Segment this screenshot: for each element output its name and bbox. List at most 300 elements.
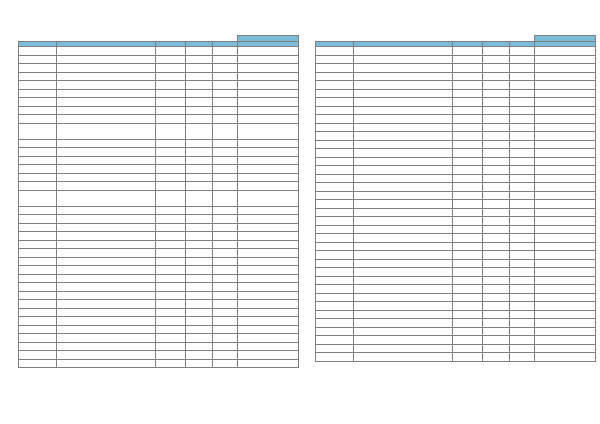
table-cell (354, 166, 453, 175)
table-cell (213, 190, 238, 206)
table-cell (354, 174, 453, 183)
table-cell (238, 81, 299, 90)
table-cell (453, 208, 483, 217)
table-row (316, 344, 596, 353)
table-cell (316, 47, 354, 56)
table-cell (19, 351, 57, 360)
table-cell (354, 319, 453, 328)
table-cell (316, 89, 354, 98)
table-row (316, 81, 596, 90)
table-cell (156, 206, 186, 215)
table-cell (316, 55, 354, 64)
table-cell (316, 140, 354, 149)
table-row (316, 259, 596, 268)
table-cell (483, 55, 510, 64)
table-cell (213, 64, 238, 73)
table-cell (510, 344, 535, 353)
table-cell (19, 72, 57, 81)
table-cell (453, 251, 483, 260)
table-cell (510, 310, 535, 319)
table-cell (57, 334, 156, 343)
table-row (316, 319, 596, 328)
table-cell (483, 353, 510, 362)
table-cell (483, 276, 510, 285)
table-cell (316, 183, 354, 192)
table-cell (453, 336, 483, 345)
table-cell (57, 317, 156, 326)
table-cell (453, 191, 483, 200)
table-cell (354, 132, 453, 141)
table-cell (156, 291, 186, 300)
table-cell (57, 232, 156, 241)
table-cell (453, 242, 483, 251)
table-row (19, 223, 299, 232)
table-cell (535, 310, 596, 319)
table-cell (156, 165, 186, 174)
table-cell (354, 81, 453, 90)
table-cell (510, 327, 535, 336)
table-cell (453, 174, 483, 183)
table-cell (238, 359, 299, 368)
table-cell (213, 55, 238, 64)
table-cell (453, 259, 483, 268)
table-cell (535, 72, 596, 81)
table-cell (535, 106, 596, 115)
table-cell (57, 223, 156, 232)
table-cell (535, 353, 596, 362)
table-cell (483, 242, 510, 251)
table-cell (453, 166, 483, 175)
table-cell (453, 276, 483, 285)
table-cell (453, 310, 483, 319)
table-cell (156, 98, 186, 107)
table-cell (156, 283, 186, 292)
table-cell (316, 64, 354, 73)
table-cell (186, 274, 213, 283)
table-cell (57, 351, 156, 360)
table-cell (238, 240, 299, 249)
table-row (19, 47, 299, 56)
table-cell (19, 249, 57, 258)
table-cell (316, 327, 354, 336)
table-row (316, 106, 596, 115)
table-cell (354, 302, 453, 311)
table-cell (316, 276, 354, 285)
table-cell (510, 140, 535, 149)
table-cell (19, 98, 57, 107)
table-cell (483, 225, 510, 234)
table-cell (510, 234, 535, 243)
table-cell (156, 182, 186, 191)
table-cell (238, 123, 299, 139)
table-row (316, 166, 596, 175)
table-cell (213, 300, 238, 309)
table-row (19, 325, 299, 334)
table-cell (483, 98, 510, 107)
table-cell (57, 240, 156, 249)
table-cell (483, 200, 510, 209)
table-row (19, 173, 299, 182)
table-cell (186, 182, 213, 191)
table-cell (186, 165, 213, 174)
table-cell (453, 268, 483, 277)
table-row (19, 139, 299, 148)
table-cell (453, 293, 483, 302)
table-cell (483, 234, 510, 243)
table-cell (186, 115, 213, 124)
table-cell (510, 259, 535, 268)
table-cell (186, 351, 213, 360)
table-cell (483, 310, 510, 319)
table-row (19, 351, 299, 360)
table-cell (354, 336, 453, 345)
table-cell (57, 300, 156, 309)
table-cell (316, 157, 354, 166)
table-cell (186, 173, 213, 182)
table-cell (316, 268, 354, 277)
table-cell (316, 344, 354, 353)
table-cell (213, 182, 238, 191)
table-cell (19, 274, 57, 283)
table-cell (535, 259, 596, 268)
table-cell (186, 334, 213, 343)
table-cell (57, 190, 156, 206)
table-cell (186, 215, 213, 224)
table-cell (238, 72, 299, 81)
table-cell (316, 285, 354, 294)
table-cell (238, 165, 299, 174)
table-cell (535, 157, 596, 166)
table-cell (186, 325, 213, 334)
table-row (316, 336, 596, 345)
table-cell (453, 149, 483, 158)
table-cell (483, 89, 510, 98)
table-cell (510, 55, 535, 64)
table-cell (354, 72, 453, 81)
table-cell (354, 242, 453, 251)
table-cell (156, 47, 186, 56)
table-row (19, 148, 299, 157)
table-cell (354, 183, 453, 192)
table-cell (57, 81, 156, 90)
table-cell (483, 327, 510, 336)
table-cell (213, 156, 238, 165)
table-cell (453, 344, 483, 353)
table-cell (483, 115, 510, 124)
table-row (19, 182, 299, 191)
table-cell (510, 132, 535, 141)
table-cell (483, 251, 510, 260)
table-cell (316, 191, 354, 200)
table-cell (57, 115, 156, 124)
table-cell (213, 342, 238, 351)
table-cell (510, 353, 535, 362)
table-cell (483, 319, 510, 328)
table-cell (57, 257, 156, 266)
table-cell (510, 72, 535, 81)
table-cell (354, 344, 453, 353)
table-row (316, 132, 596, 141)
table-cell (535, 81, 596, 90)
table-cell (354, 285, 453, 294)
table-row (19, 190, 299, 206)
table-cell (238, 47, 299, 56)
table-cell (57, 308, 156, 317)
table-cell (213, 240, 238, 249)
table-cell (483, 191, 510, 200)
table-row (19, 359, 299, 368)
table-cell (238, 232, 299, 241)
table-cell (156, 148, 186, 157)
table-cell (535, 217, 596, 226)
table-cell (510, 200, 535, 209)
table-cell (483, 302, 510, 311)
table-cell (483, 259, 510, 268)
table-cell (238, 342, 299, 351)
table-cell (316, 217, 354, 226)
table-cell (213, 81, 238, 90)
table-cell (316, 242, 354, 251)
table-cell (186, 123, 213, 139)
table-row (316, 251, 596, 260)
table-cell (354, 259, 453, 268)
table-cell (156, 173, 186, 182)
table-cell (316, 310, 354, 319)
table-row (316, 64, 596, 73)
table-cell (535, 208, 596, 217)
table-row (19, 106, 299, 115)
table-cell (453, 285, 483, 294)
table-cell (483, 149, 510, 158)
table-cell (156, 351, 186, 360)
table-cell (316, 81, 354, 90)
table-cell (238, 115, 299, 124)
table-cell (186, 64, 213, 73)
table-cell (483, 344, 510, 353)
table-cell (535, 319, 596, 328)
table-cell (316, 208, 354, 217)
table-row (316, 72, 596, 81)
table-cell (453, 72, 483, 81)
table-cell (316, 336, 354, 345)
table-row (19, 98, 299, 107)
table-cell (510, 191, 535, 200)
table-cell (453, 183, 483, 192)
table-cell (510, 81, 535, 90)
table-cell (213, 257, 238, 266)
table-row (19, 342, 299, 351)
table-row (316, 293, 596, 302)
table-cell (57, 139, 156, 148)
table-row (316, 285, 596, 294)
table-row (19, 317, 299, 326)
table-cell (19, 190, 57, 206)
table-cell (186, 206, 213, 215)
table-cell (316, 132, 354, 141)
table-cell (535, 327, 596, 336)
table-cell (156, 300, 186, 309)
table-cell (453, 157, 483, 166)
table-cell (186, 308, 213, 317)
table-cell (156, 317, 186, 326)
table-cell (316, 259, 354, 268)
table-row (19, 64, 299, 73)
table-cell (510, 293, 535, 302)
table-cell (535, 55, 596, 64)
table-cell (186, 257, 213, 266)
table-cell (510, 225, 535, 234)
table-cell (213, 139, 238, 148)
table-cell (354, 225, 453, 234)
table-cell (238, 98, 299, 107)
table-cell (510, 302, 535, 311)
table-row (19, 215, 299, 224)
table-cell (186, 359, 213, 368)
table-cell (19, 115, 57, 124)
table-cell (354, 149, 453, 158)
table-row (19, 165, 299, 174)
table-cell (483, 81, 510, 90)
table-cell (238, 173, 299, 182)
table-cell (19, 106, 57, 115)
table-cell (510, 183, 535, 192)
table-cell (156, 72, 186, 81)
table-cell (57, 47, 156, 56)
table-cell (156, 89, 186, 98)
table-cell (156, 190, 186, 206)
table-cell (483, 217, 510, 226)
table-cell (57, 182, 156, 191)
table-row (19, 291, 299, 300)
table-cell (156, 274, 186, 283)
table-cell (57, 148, 156, 157)
table-cell (453, 123, 483, 132)
table-cell (483, 336, 510, 345)
table-cell (510, 174, 535, 183)
table-row (19, 274, 299, 283)
table-cell (483, 285, 510, 294)
table-cell (57, 291, 156, 300)
table-cell (238, 325, 299, 334)
table-row (316, 47, 596, 56)
table-cell (213, 173, 238, 182)
table-cell (57, 249, 156, 258)
table-cell (19, 148, 57, 157)
table-cell (535, 98, 596, 107)
table-cell (238, 182, 299, 191)
table-cell (57, 206, 156, 215)
table-cell (535, 234, 596, 243)
table-cell (213, 47, 238, 56)
table-cell (510, 217, 535, 226)
table-cell (316, 302, 354, 311)
table-cell (19, 55, 57, 64)
table-row (316, 149, 596, 158)
table-cell (57, 359, 156, 368)
table-cell (156, 249, 186, 258)
table-cell (156, 359, 186, 368)
table-cell (535, 191, 596, 200)
table-cell (19, 291, 57, 300)
table-cell (213, 89, 238, 98)
table-cell (19, 215, 57, 224)
table-cell (316, 72, 354, 81)
table-cell (57, 156, 156, 165)
table-cell (535, 64, 596, 73)
table-row (316, 234, 596, 243)
table-cell (483, 72, 510, 81)
table-cell (510, 242, 535, 251)
table-row (316, 115, 596, 124)
table-cell (354, 106, 453, 115)
table-cell (453, 81, 483, 90)
table-cell (535, 174, 596, 183)
table-cell (510, 115, 535, 124)
table-cell (535, 293, 596, 302)
table-cell (186, 148, 213, 157)
table-cell (19, 89, 57, 98)
table-cell (57, 64, 156, 73)
table-cell (238, 257, 299, 266)
table-cell (535, 276, 596, 285)
table-cell (535, 336, 596, 345)
table-cell (510, 149, 535, 158)
table-row (316, 353, 596, 362)
table-cell (316, 225, 354, 234)
table-cell (57, 165, 156, 174)
table-row (316, 217, 596, 226)
table-cell (238, 351, 299, 360)
table-row (316, 123, 596, 132)
table-cell (186, 232, 213, 241)
table-row (316, 242, 596, 251)
table-cell (186, 72, 213, 81)
table-cell (213, 123, 238, 139)
table-cell (156, 81, 186, 90)
table-row (316, 191, 596, 200)
table-cell (19, 173, 57, 182)
table-cell (510, 268, 535, 277)
table-cell (156, 106, 186, 115)
table-cell (535, 115, 596, 124)
table-cell (483, 132, 510, 141)
table-cell (186, 156, 213, 165)
table-cell (156, 156, 186, 165)
table-cell (316, 234, 354, 243)
table-cell (238, 274, 299, 283)
table-cell (238, 206, 299, 215)
table-cell (354, 353, 453, 362)
table-cell (156, 139, 186, 148)
table-cell (535, 89, 596, 98)
table-row (19, 249, 299, 258)
table-cell (186, 223, 213, 232)
table-cell (213, 325, 238, 334)
table-cell (238, 334, 299, 343)
table-cell (57, 325, 156, 334)
table-row (316, 208, 596, 217)
table-body (316, 47, 596, 362)
table-cell (483, 268, 510, 277)
table-cell (238, 106, 299, 115)
table-cell (510, 208, 535, 217)
table-cell (483, 166, 510, 175)
table-cell (186, 283, 213, 292)
table-cell (186, 190, 213, 206)
table-cell (186, 342, 213, 351)
table-row (19, 240, 299, 249)
table-cell (453, 140, 483, 149)
